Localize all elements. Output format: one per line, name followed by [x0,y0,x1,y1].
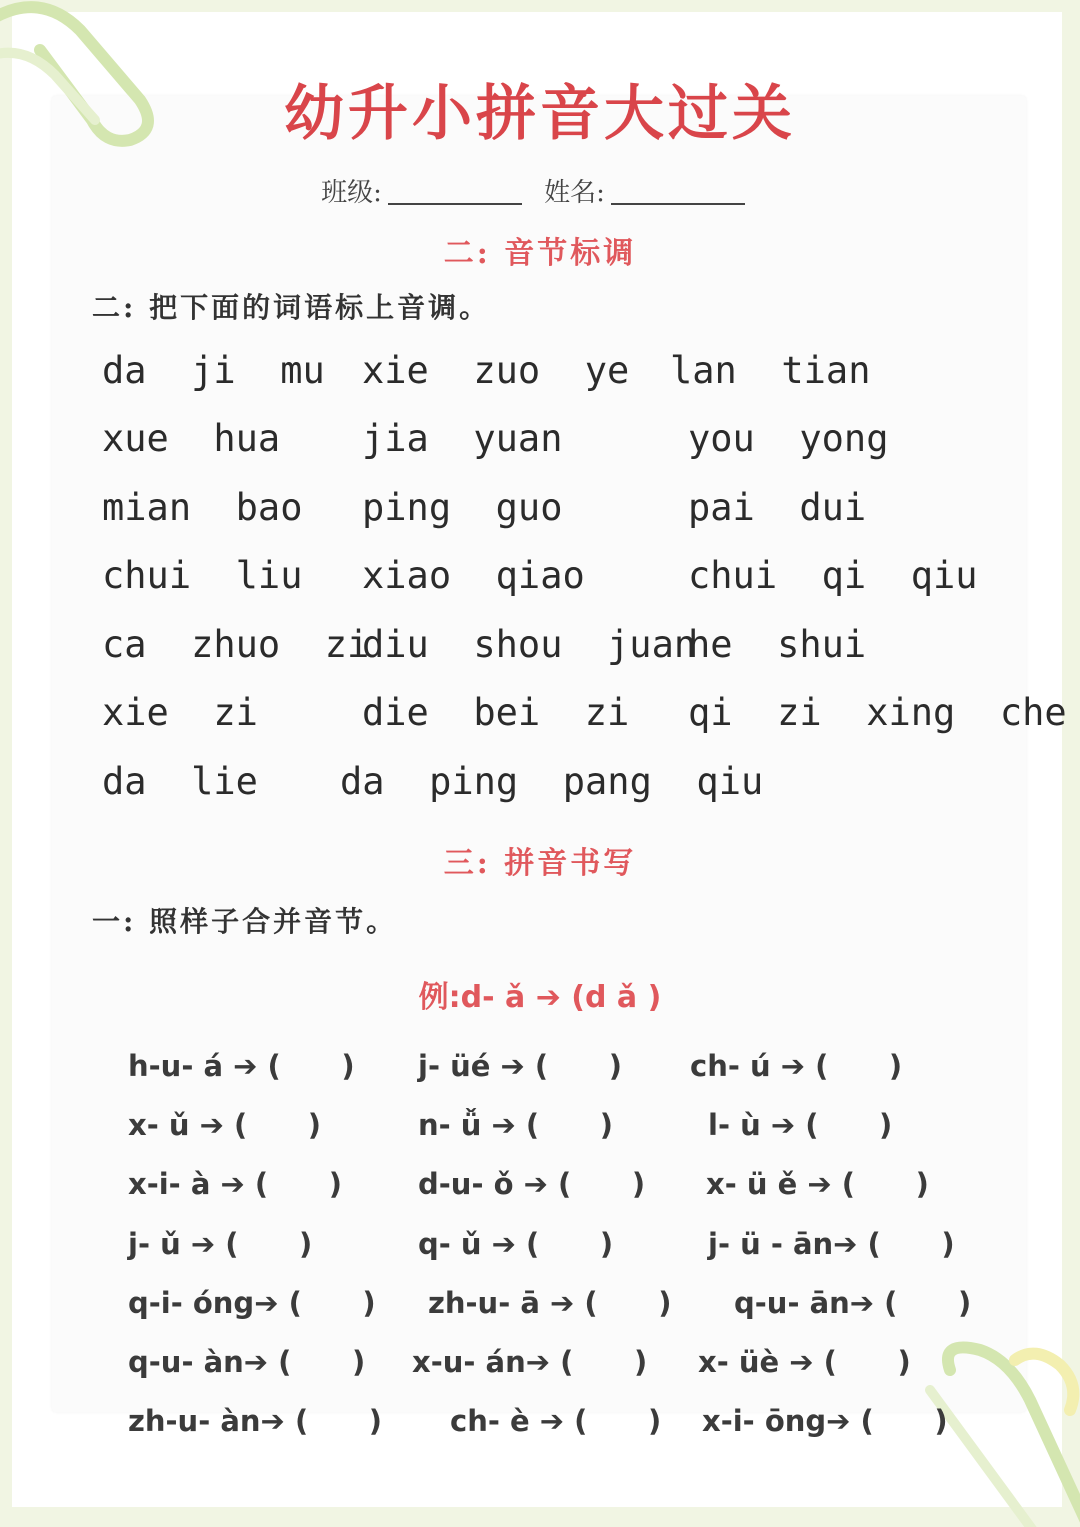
name-label: 姓名: [544,178,605,208]
pinyin-word: chui qi qiu [688,554,978,597]
pinyin-word: chui liu [102,554,303,597]
instruction-writing: 一: 照样子合并音节。 [92,905,398,938]
syllable-exercise[interactable]: ch- è ➔ ( ) [450,1404,662,1438]
syllable-exercise[interactable]: x- üè ➔ ( ) [698,1345,911,1379]
instruction-tones: 二: 把下面的词语标上音调。 [92,291,491,324]
syllable-exercise[interactable]: l- ù ➔ ( ) [708,1108,893,1142]
pinyin-word: lan tian [670,349,871,392]
pinyin-word: you yong [688,417,889,460]
pinyin-word: he shui [688,623,867,666]
pinyin-word: mian bao [102,486,303,529]
section-heading-writing: 三: 拼音书写 [443,846,637,881]
syllable-exercise[interactable]: q-i- óng➔ ( ) [128,1286,376,1320]
syllable-exercise[interactable]: zh-u- ā ➔ ( ) [428,1286,672,1320]
page-title: 幼升小拼音大过关 [284,79,796,149]
pinyin-word: ca zhuo zi [102,623,370,666]
pinyin-word: xiao qiao [362,554,585,597]
pinyin-word: xie zi [102,691,258,734]
syllable-exercise[interactable]: x- ü ě ➔ ( ) [706,1167,929,1201]
syllable-exercise[interactable]: h-u- á ➔ ( ) [128,1049,355,1083]
info-row [0,172,1080,209]
pinyin-word: pai dui [688,486,867,529]
class-blank[interactable] [388,177,522,205]
pinyin-word: die bei zi [362,691,630,734]
syllable-exercise[interactable]: n- ǚ ➔ ( ) [418,1108,613,1142]
pinyin-word: da lie [102,760,258,803]
syllable-exercise[interactable]: j- ü - ān➔ ( ) [708,1227,955,1261]
syllable-exercise[interactable]: x- ǔ ➔ ( ) [128,1108,322,1142]
syllable-exercise[interactable]: d-u- ǒ ➔ ( ) [418,1167,646,1201]
syllable-exercise[interactable]: x-u- án➔ ( ) [412,1345,648,1379]
pinyin-word: da ping pang qiu [340,760,764,803]
pinyin-word: diu shou juan [362,623,697,666]
name-blank[interactable] [611,177,745,205]
syllable-exercise[interactable]: ch- ú ➔ ( ) [690,1049,903,1083]
class-label: 班级: [321,178,382,208]
syllable-exercise[interactable]: zh-u- àn➔ ( ) [128,1404,383,1438]
pinyin-word: da ji mu [102,349,325,392]
pinyin-word: qi zi xing che [688,691,1067,734]
pinyin-word: jia yuan [362,417,563,460]
pinyin-word: ping guo [362,486,563,529]
syllable-exercise[interactable]: x-i- ōng➔ ( ) [702,1404,948,1438]
syllable-exercise[interactable]: x-i- à ➔ ( ) [128,1167,342,1201]
syllable-exercise[interactable]: q-u- àn➔ ( ) [128,1345,366,1379]
example-line: 例:d- ǎ ➔ (d ǎ ) [418,980,662,1015]
pinyin-word: xue hua [102,417,281,460]
syllable-exercise[interactable]: q-u- ān➔ ( ) [734,1286,972,1320]
pinyin-word: xie zuo ye [362,349,630,392]
syllable-exercise[interactable]: j- üé ➔ ( ) [418,1049,622,1083]
syllable-exercise[interactable]: q- ǔ ➔ ( ) [418,1227,614,1261]
section-heading-tones: 二: 音节标调 [443,236,637,271]
syllable-exercise[interactable]: j- ǔ ➔ ( ) [128,1227,313,1261]
